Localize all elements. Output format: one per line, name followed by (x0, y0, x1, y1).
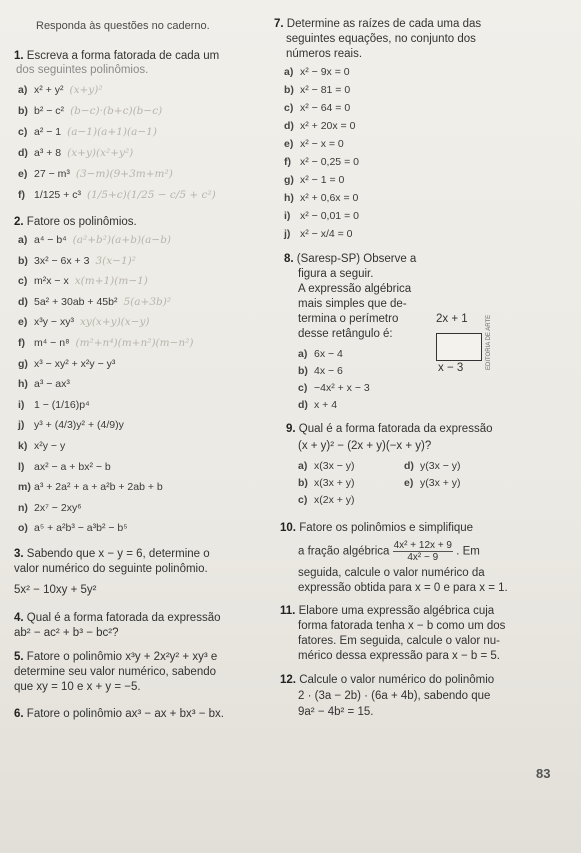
item-expression: x(3x + y) (314, 477, 355, 489)
handwritten-answer: (3−m)(9+3m+m²) (75, 168, 173, 180)
item-expression: 1 − (1/16)p⁴ (34, 398, 90, 411)
item-expression: y(3x + y) (420, 477, 461, 489)
instruction-header: Responda às questões no caderno. (36, 20, 210, 32)
item-expression: y³ + (4/3)y² + (4/9)y (34, 419, 124, 432)
question-10-text-4: expressão obtida para x = 0 e para x = 1. (298, 582, 508, 594)
question-11-text-2: forma fatorada tenha x − b como um dos (298, 620, 506, 632)
question-11-text-4: mérico dessa expressão para x − b = 5. (298, 650, 500, 662)
exercise-item (284, 66, 350, 78)
item-label: e) (18, 168, 28, 180)
item-label: k) (18, 440, 28, 452)
question-8-text-3: A expressão algébrica (298, 283, 412, 295)
item-label: c) (298, 382, 308, 394)
exercise-item (284, 120, 355, 132)
handwritten-answer: (a−1)(a+1)(a−1) (67, 126, 157, 138)
question-1-text-1: Escreva a forma fatorada de cada um (26, 50, 220, 62)
exercise-item (284, 192, 358, 204)
question-3-polynomial: 5x² − 10xy + 5y² (14, 584, 97, 596)
question-10-text-2b: . Em (456, 545, 480, 558)
question-4-text-1: Qual é a forma fatorada da expressão (26, 612, 221, 624)
item-label: a) (18, 84, 28, 96)
handwritten-answer: x(m+1)(m−1) (74, 275, 148, 288)
question-6-number: 6. (14, 708, 24, 720)
exercise-item (298, 348, 343, 360)
question-4-number: 4. (14, 612, 24, 624)
item-label: h) (284, 192, 294, 204)
question-3-number: 3. (14, 548, 24, 560)
item-expression: x² − 1 = 0 (300, 174, 345, 186)
item-label: c) (284, 102, 294, 114)
item-label: i) (284, 210, 291, 222)
question-6-line-1 (14, 708, 224, 720)
item-expression: x + 4 (314, 399, 338, 411)
item-label: d) (298, 399, 308, 411)
question-6-text-1: Fatore o polinômio ax³ − ax + bx³ − bx. (26, 708, 224, 720)
question-8-text-4: mais simples que de- (298, 298, 407, 310)
exercise-item (18, 522, 128, 534)
exercise-item (18, 481, 163, 493)
item-label: o) (18, 522, 28, 535)
question-5-number: 5. (14, 651, 24, 663)
exercise-item (404, 460, 461, 472)
question-9-number: 9. (286, 423, 296, 435)
handwritten-answer: xy(x+y)(x−y) (79, 316, 150, 329)
exercise-item (18, 316, 150, 328)
item-label: b) (284, 84, 294, 96)
exercise-item (18, 234, 171, 246)
item-label: j) (18, 419, 25, 432)
question-10-text-1: Fatore os polinômios e simplifique (299, 522, 474, 534)
question-5-line-1 (14, 651, 217, 663)
exercise-item (404, 477, 461, 489)
question-10-line-1 (280, 522, 473, 534)
exercise-item (284, 138, 344, 150)
fraction-numerator: 4x² + 12x + 9 (393, 540, 452, 551)
item-expression: x³ − xy² + x²y − y³ (34, 357, 116, 370)
item-label: l) (18, 460, 25, 473)
question-3-text-2: valor numérico do seguinte polinômio. (14, 563, 208, 575)
item-expression: y(3x − y) (420, 460, 461, 472)
exercise-item (298, 382, 370, 394)
question-10-text-3: seguida, calcule o valor numérico da (298, 567, 485, 579)
question-10-number: 10. (280, 522, 296, 534)
fraction-denominator: 4x² − 9 (407, 552, 439, 563)
handwritten-answer: (b−c)·(b+c)(b−c) (70, 105, 163, 117)
item-expression: x(3x − y) (314, 460, 355, 472)
handwritten-answer: (x+y)(x²+y²) (67, 147, 134, 159)
question-8-number: 8. (284, 253, 294, 265)
rectangle-top-label: 2x + 1 (436, 313, 468, 325)
item-expression: a² − 1 (34, 126, 62, 138)
exercise-item (284, 174, 344, 186)
item-expression: 1/125 + c³ (34, 189, 81, 201)
exercise-item (298, 494, 355, 506)
question-9-text-1: Qual é a forma fatorada da expressão (298, 423, 493, 435)
item-expression: x²y − y (34, 440, 66, 452)
exercise-item (284, 210, 359, 222)
question-5-text-1: Fatore o polinômio x³y + 2x²y² + xy³ e (26, 651, 218, 663)
question-10-text-2a: a fração algébrica (298, 545, 390, 558)
item-expression: a³ + 8 (34, 147, 62, 159)
item-expression: 5a² + 30ab + 45b² (34, 295, 118, 308)
exercise-item (18, 440, 65, 452)
question-11-text-3: fatores. Em seguida, calcule o valor nu- (298, 635, 500, 647)
exercise-item (18, 378, 70, 390)
item-label: e) (18, 316, 28, 329)
question-4-line-1 (14, 612, 221, 624)
question-2-number: 2. (14, 216, 24, 228)
item-label: b) (298, 477, 308, 489)
item-expression: a⁴ − b⁴ (34, 234, 67, 246)
item-expression: x² − 81 = 0 (300, 84, 351, 96)
question-5-text-3: que xy = 10 e x + y = −5. (14, 681, 141, 693)
exercise-item (18, 126, 157, 138)
exercise-item (18, 399, 90, 411)
question-12-text-1: Calcule o valor numérico do polinômio (299, 674, 495, 686)
item-expression: x² + 0,6x = 0 (300, 192, 359, 204)
question-9-text-2: (x + y)² − (2x + y)(−x + y)? (298, 440, 432, 452)
item-label: h) (18, 378, 28, 391)
question-3-line-1 (14, 548, 210, 560)
item-expression: m⁴ − n⁸ (34, 337, 70, 349)
question-8-line-1 (284, 253, 416, 265)
question-1-line-1 (14, 50, 219, 62)
item-expression: a³ − ax³ (34, 378, 70, 391)
exercise-item (18, 461, 111, 473)
exercise-item (298, 365, 343, 377)
question-7-number: 7. (274, 18, 284, 30)
item-label: a) (298, 348, 308, 360)
item-label: g) (284, 174, 294, 186)
item-label: c) (18, 275, 28, 288)
question-7-line-1 (274, 18, 481, 30)
item-label: f) (18, 337, 25, 349)
exercise-item (18, 419, 124, 431)
question-8-text-1: (Saresp-SP) Observe a (296, 253, 417, 265)
art-credit: EDITORIA DE ARTE (486, 314, 492, 370)
question-2-line (14, 216, 137, 228)
exercise-item (18, 275, 148, 287)
item-expression: x³y − xy³ (34, 316, 74, 329)
exercise-item (18, 189, 216, 201)
item-expression: x² − 0,25 = 0 (300, 156, 359, 168)
question-12-text-2: 2 · (3a − 2b) · (6a + 4b), sabendo que (298, 690, 491, 702)
exercise-item (18, 168, 173, 180)
exercise-item (18, 105, 162, 117)
item-expression: x² − 9x = 0 (300, 66, 350, 78)
item-expression: 4x − 6 (314, 365, 343, 377)
item-expression: 3x² − 6x + 3 (34, 254, 90, 267)
algebraic-fraction (393, 540, 453, 563)
item-expression: 6x − 4 (314, 348, 343, 360)
item-label: i) (18, 398, 25, 411)
item-label: m) (18, 481, 31, 494)
question-9-line-1 (286, 423, 493, 435)
item-expression: −4x² + x − 3 (314, 382, 370, 394)
item-label: g) (18, 357, 28, 370)
question-8-text-5: termina o perímetro (298, 313, 399, 325)
item-label: a) (284, 66, 294, 78)
item-expression: x² − 0,01 = 0 (300, 210, 359, 222)
item-label: d) (284, 120, 294, 132)
item-label: n) (18, 501, 28, 514)
question-8-text-6: desse retângulo é: (298, 328, 393, 340)
question-10-line-2 (298, 540, 480, 563)
question-7-text-1: Determine as raízes de cada uma das (286, 18, 482, 30)
item-label: d) (18, 147, 28, 159)
question-7-text-2: seguintes equações, no conjunto dos (286, 33, 476, 45)
handwritten-answer: (a²+b²)(a+b)(a−b) (72, 234, 172, 246)
question-4-text-2: ab² − ac² + b³ − bc²? (14, 627, 119, 639)
exercise-item (18, 358, 115, 370)
exercise-item (18, 84, 103, 96)
question-1-number: 1. (14, 50, 24, 62)
question-3-text-1: Sabendo que x − y = 6, determine o (26, 548, 210, 560)
item-label: e) (284, 138, 294, 150)
item-expression: a⁵ + a²b³ − a³b² − b⁵ (34, 522, 128, 535)
handwritten-answer: (x+y)² (69, 84, 103, 96)
item-label: e) (404, 477, 414, 489)
exercise-item (18, 255, 136, 267)
question-11-text-1: Elabore uma expressão algébrica cuja (298, 605, 495, 617)
exercise-item (284, 228, 353, 240)
exercise-item (18, 296, 171, 308)
item-label: j) (284, 228, 291, 240)
exercise-item (298, 460, 355, 472)
handwritten-answer: (m²+n⁴)(m+n²)(m−n²) (75, 337, 194, 349)
question-12-text-3: 9a² − 4b² = 15. (298, 706, 374, 718)
item-label: a) (298, 460, 308, 472)
item-expression: x² − x/4 = 0 (300, 228, 353, 240)
item-expression: x² − 64 = 0 (300, 102, 351, 114)
item-expression: b² − c² (34, 105, 65, 117)
item-label: c) (298, 494, 308, 506)
page-number: 83 (536, 766, 551, 781)
handwritten-answer: 3(x−1)² (95, 254, 136, 267)
exercise-item (298, 477, 355, 489)
item-expression: m²x − x (34, 275, 69, 288)
item-label: d) (404, 460, 414, 472)
handwritten-answer: 5(a+3b)² (123, 295, 172, 308)
item-label: f) (284, 156, 291, 168)
item-label: b) (18, 254, 28, 267)
exercise-item (284, 84, 350, 96)
item-expression: x(2x + y) (314, 494, 355, 506)
question-8-text-2: figura a seguir. (298, 268, 374, 280)
question-7-text-3: números reais. (286, 48, 363, 60)
item-label: a) (18, 234, 28, 246)
item-expression: x² − x = 0 (300, 138, 344, 150)
item-expression: 27 − m³ (34, 168, 70, 180)
item-expression: a³ + 2a² + a + a²b + 2ab + b (34, 481, 163, 494)
item-expression: ax² − a + bx² − b (34, 460, 111, 473)
rectangle-bottom-label: x − 3 (438, 362, 464, 374)
item-expression: x² + 20x = 0 (300, 120, 356, 132)
question-1-text-2: dos seguintes polinômios. (16, 64, 149, 76)
question-11-number: 11. (280, 605, 296, 617)
question-12-line-1 (280, 674, 494, 686)
question-2-text: Fatore os polinômios. (26, 216, 137, 228)
exercise-item (18, 502, 82, 514)
item-label: b) (298, 365, 308, 377)
exercise-item (18, 147, 133, 159)
item-label: f) (18, 189, 25, 201)
question-12-number: 12. (280, 674, 296, 686)
exercise-item (284, 156, 359, 168)
question-11-line-1 (280, 605, 494, 617)
item-expression: 2x⁷ − 2xy⁶ (34, 501, 82, 514)
question-5-text-2: determine seu valor numérico, sabendo (14, 666, 217, 678)
item-expression: x² + y² (34, 84, 64, 96)
exercise-item (18, 337, 193, 349)
item-label: c) (18, 126, 28, 138)
exercise-item (284, 102, 350, 114)
item-label: d) (18, 295, 28, 308)
handwritten-answer: (1/5+c)(1/25 − c/5 + c²) (87, 189, 216, 201)
exercise-item (298, 399, 337, 411)
item-label: b) (18, 105, 28, 117)
